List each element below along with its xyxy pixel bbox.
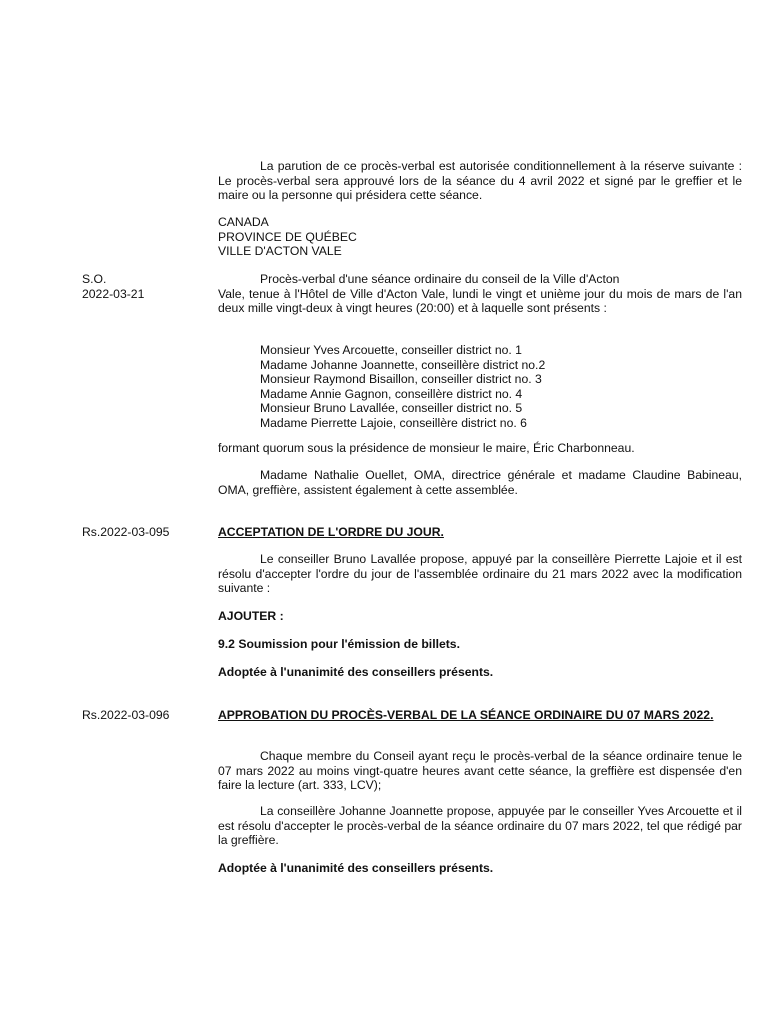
location-block <box>218 215 742 259</box>
resolution-title: APPROBATION DU PROCÈS-VERBAL DE LA SÉANCE ORDINAIRE DU 07 MARS 2022. <box>218 708 714 722</box>
list-item: Monsieur Raymond Bisaillon, conseiller district no. 3 <box>260 372 542 386</box>
session-code: S.O. <box>82 272 107 286</box>
adoption-statement: Adoptée à l'unanimité des conseillers présents. <box>218 665 494 679</box>
list-item: Madame Johanne Joannette, conseillère district no.2 <box>260 357 546 372</box>
location-city: VILLE D'ACTON VALE <box>218 244 342 258</box>
location-country: CANADA <box>218 215 269 229</box>
staff-paragraph: Madame Nathalie Ouellet, OMA, directrice générale et madame Claudine Babineau, OMA, greffière, assistent également à cette assemblée. <box>218 468 742 497</box>
authorization-paragraph: La parution de ce procès-verbal est autorisée conditionnellement à la réserve suivante : Le procès-verbal sera approuvé lors de la séance du 4 avril 2022 et signé par le greffier et le maire ou la personne qui présidera cette séance. <box>218 159 742 202</box>
list-item: Monsieur Yves Arcouette, conseiller district no. 1 <box>260 343 522 357</box>
members-list <box>260 343 700 430</box>
list-item: Madame Pierrette Lajoie, conseillère district no. 6 <box>260 415 527 430</box>
session-intro-first-line: Procès-verbal d'une séance ordinaire du conseil de la Ville d'Acton <box>260 272 620 286</box>
adoption-statement: Adoptée à l'unanimité des conseillers présents. <box>218 861 494 875</box>
resolution-body: Le conseiller Bruno Lavallée propose, appuyé par la conseillère Pierrette Lajoie et il est résolu d'accepter l'ordre du jour de l'assemblée ordinaire du 21 mars 2022 avec la modification suivante : <box>218 552 742 595</box>
quorum-paragraph: formant quorum sous la présidence de monsieur le maire, Éric Charbonneau. <box>218 441 635 455</box>
session-intro-rest: Vale, tenue à l'Hôtel de Ville d'Acton Vale, lundi le vingt et unième jour du mois de mars de l'an deux mille vingt-deux à vingt heures (20:00) et à laquelle sont présents : <box>218 286 742 315</box>
resolution-title: ACCEPTATION DE L'ORDRE DU JOUR. <box>218 525 444 539</box>
list-item: Madame Annie Gagnon, conseillère district no. 4 <box>260 386 523 401</box>
resolution-body: La conseillère Johanne Joannette propose, appuyée par le conseiller Yves Arcouette et il est résolu d'accepter le procès-verbal de la séance ordinaire du 07 mars 2022, tel que rédigé par la greffière. <box>218 804 742 847</box>
session-date: 2022-03-21 <box>82 286 145 301</box>
amendment-label: AJOUTER : <box>218 609 284 623</box>
location-province: PROVINCE DE QUÉBEC <box>218 229 357 244</box>
amendment-item: 9.2 Soumission pour l'émission de billets. <box>218 637 460 651</box>
session-margin <box>82 272 207 301</box>
session-intro <box>218 272 742 316</box>
list-item: Monsieur Bruno Lavallée, conseiller district no. 5 <box>260 401 523 415</box>
resolution-number: Rs.2022-03-095 <box>82 525 170 539</box>
resolution-body: Chaque membre du Conseil ayant reçu le procès-verbal de la séance ordinaire tenue le 07 mars 2022 au moins vingt-quatre heures avant cette séance, la greffière est dispensée d'en faire la lecture (art. 333, LCV); <box>218 749 742 792</box>
resolution-number: Rs.2022-03-096 <box>82 708 170 722</box>
